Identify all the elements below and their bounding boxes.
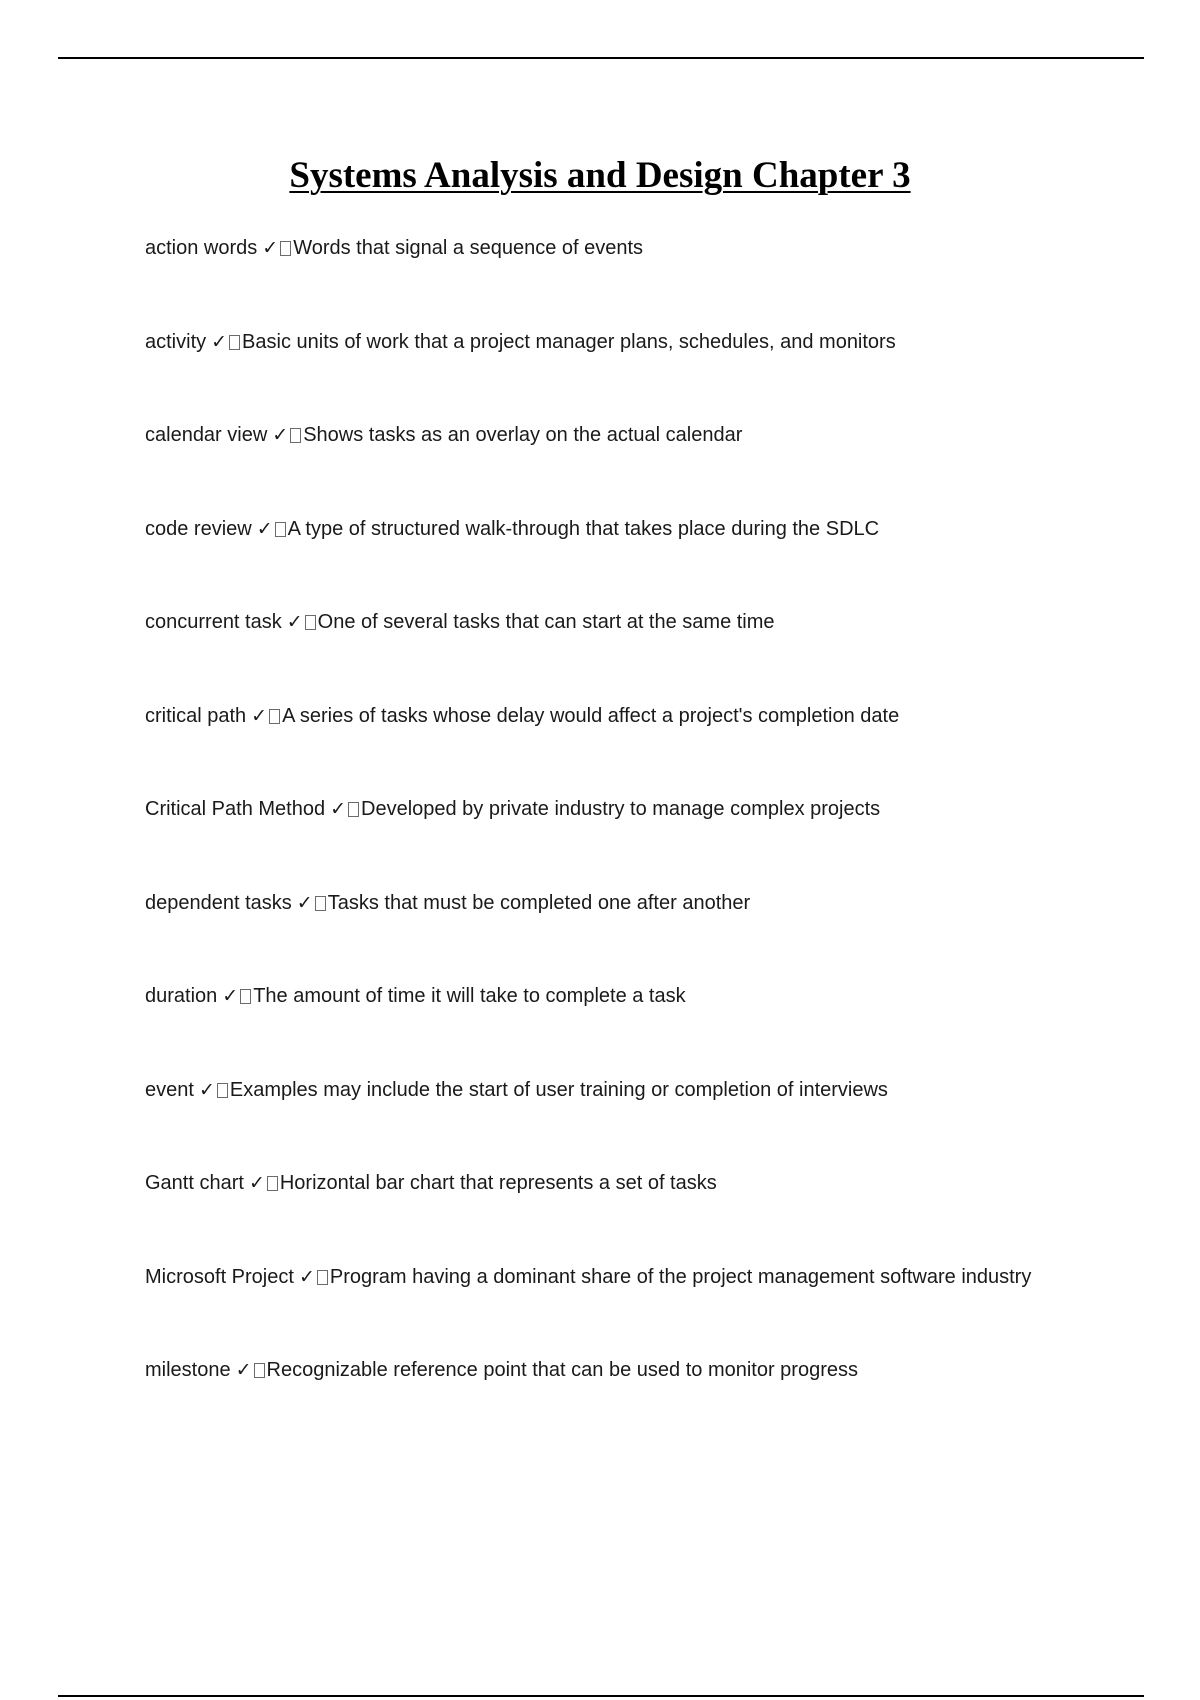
definition: Horizontal bar chart that represents a set of tasks: [279, 1172, 717, 1194]
check-icon: ✓: [235, 1359, 252, 1381]
definition: Examples may include the start of user training or completion of interviews: [229, 1079, 888, 1101]
check-icon: ✓: [256, 518, 273, 540]
box-icon: [305, 615, 316, 630]
box-icon: [348, 802, 359, 817]
term: Gantt chart: [145, 1172, 244, 1194]
box-icon: [275, 522, 286, 537]
term-entry: [145, 513, 1155, 606]
term: Critical Path Method: [145, 798, 326, 820]
check-icon: ✓: [198, 1079, 215, 1101]
definition: A type of structured walk-through that takes place during the SDLC: [287, 518, 880, 540]
term-entry: [145, 1261, 1155, 1354]
term-entry: [145, 1074, 1155, 1167]
check-icon: ✓: [222, 985, 239, 1007]
definition: The amount of time it will take to complete a task: [253, 985, 686, 1007]
term-entry: [145, 700, 1155, 793]
definition: Program having a dominant share of the project management software industry: [329, 1266, 1032, 1288]
term: dependent tasks: [145, 892, 292, 914]
term-entry: [145, 1354, 1155, 1448]
check-icon: ✓: [330, 798, 346, 820]
term-entry: [145, 326, 1155, 419]
definition: Words that signal a sequence of events: [293, 237, 644, 259]
check-icon: ✓: [296, 892, 313, 914]
bottom-rule: [58, 1695, 1144, 1697]
check-icon: ✓: [211, 331, 228, 353]
definition: Tasks that must be completed one after another: [327, 892, 751, 914]
box-icon: [280, 241, 291, 256]
term-entry: [145, 419, 1155, 513]
box-icon: [229, 335, 240, 350]
term-entry: [145, 232, 1155, 326]
term: concurrent task: [145, 611, 282, 633]
term: duration: [145, 985, 218, 1007]
definition: Recognizable reference point that can be used to monitor progress: [266, 1359, 858, 1381]
term-entry: [145, 887, 1155, 980]
box-icon: [217, 1083, 228, 1098]
box-icon: [240, 989, 251, 1004]
definition: Basic units of work that a project manager plans, schedules, and monitors: [242, 331, 896, 353]
check-icon: ✓: [248, 1172, 265, 1194]
term: activity: [145, 331, 207, 353]
term: event: [145, 1079, 194, 1101]
check-icon: ✓: [272, 424, 289, 446]
box-icon: [254, 1363, 265, 1378]
box-icon: [317, 1270, 328, 1285]
box-icon: [315, 896, 326, 911]
check-icon: ✓: [251, 705, 268, 727]
term-entry: [145, 606, 1155, 700]
definition: One of several tasks that can start at the same time: [317, 611, 775, 633]
page-title: [0, 150, 1200, 202]
term: Microsoft Project: [145, 1266, 294, 1288]
term: calendar view: [145, 424, 268, 446]
page-title-text: Systems Analysis and Design Chapter 3: [289, 155, 911, 196]
check-icon: ✓: [286, 611, 303, 633]
check-icon: ✓: [298, 1266, 315, 1288]
box-icon: [267, 1176, 278, 1191]
check-icon: ✓: [262, 237, 279, 259]
term-entry: [145, 1167, 1155, 1261]
box-icon: [269, 709, 280, 724]
term-entry: [145, 793, 1155, 887]
term-entry: [145, 980, 1155, 1074]
term: milestone: [145, 1359, 231, 1381]
top-rule: [58, 57, 1144, 59]
definition: A series of tasks whose delay would affect a project's completion date: [282, 705, 900, 727]
term-list: [145, 232, 1155, 1448]
term: action words: [145, 237, 258, 259]
definition: Shows tasks as an overlay on the actual calendar: [303, 424, 743, 446]
definition: Developed by private industry to manage complex projects: [361, 798, 881, 820]
term: code review: [145, 518, 252, 540]
box-icon: [290, 428, 301, 443]
term: critical path: [145, 705, 247, 727]
